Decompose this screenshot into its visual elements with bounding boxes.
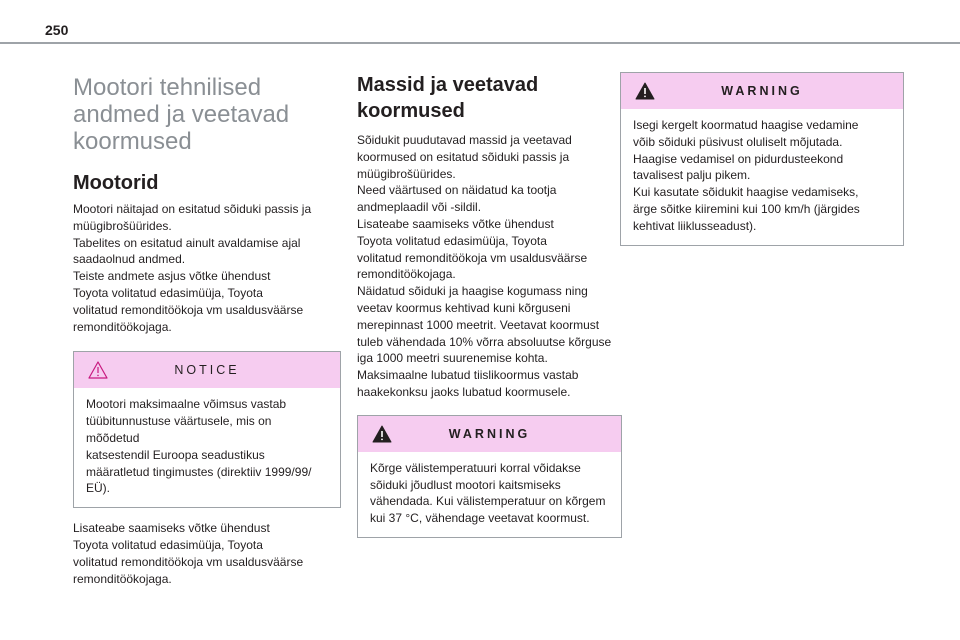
notice-header (74, 352, 340, 388)
warning-text-towing: Isegi kergelt koormatud haagise vedamine võib sõiduki püsivust oluliselt mõjutada. Haagise vedamisel on pidurdusteekond tavalisest palju pikem. Kui kasutate sõidukit haagise vedamiseks, ärge sõitke kiiremini kui 100 km/h (järgides kehtivat liiklusseadust). (633, 118, 860, 233)
engines-intro-text: Mootori näitajad on esitatud sõiduki passis ja müügibrošüürides. Tabelites on esitatud ainult avaldamise ajal saadaolnud andmed. Teiste andmete asjus võtke ühendust Toyota volitatud edasimüüja, Toyota volitatud remonditöökoja vm usaldusväärse remonditöökojaga. (73, 202, 312, 334)
notice-label: NOTICE (174, 363, 240, 378)
masses-body-text: Sõidukit puudutavad massid ja veetavad koormused on esitatud sõiduki passis ja müügibrošüürides. Need väärtused on näidatud ka tootja andmeplaadil või -sildil. Lisateabe saamiseks võtke ühendust Toyota volitatud edasimüüja, Toyota volitatud remonditöökoja vm usaldusväärse remonditöökojaga. Näidatud sõiduki ja haagise kogumass ning veetav koormus kehtivad kuni kõrguseni merepinnast 1000 meetrit. Veetavat koormust tuleb vähendada 10% võrra absoluutse kõrguse iga 1000 meetri suurenemise kohta. Maksimaalne lubatud tiislikoormus vastab haakekonksu jaoks lubatud koormusele. (357, 133, 612, 399)
warning-text-temperature: Kõrge välistemperatuuri korral võidakse sõiduki jõudlust mootori kaitsmiseks vähendada. Kui välistemperatuur on kõrgem kui 37 °C, vähendage veetavat koormust. (370, 460, 606, 526)
column-engines (61, 70, 339, 587)
engines-outro-text: Lisateabe saamiseks võtke ühendust Toyota volitatud edasimüüja, Toyota volitatud remonditöökoja vm usaldusväärse remonditöökojaga. (73, 521, 304, 586)
warning-header (621, 73, 903, 109)
notice-callout (73, 351, 341, 508)
warning-callout-towing (620, 72, 904, 246)
warning-label: WARNING (448, 426, 531, 441)
column-masses (355, 70, 620, 538)
notice-text: Mootori maksimaalne võimsus vastab tüübitunnustuse väärtusele, mis on mõõdetud katsestendil Euroopa seadustikus määratletud tingimustes (direktiiv 1999/99/ EÜ). (86, 397, 312, 496)
section-title-masses: Massid ja veetavad koormused (357, 74, 539, 122)
header-rule (0, 42, 960, 44)
chapter-title: Mootori tehnilised andmed ja veetavad koormused (73, 74, 290, 155)
column-towing-warning (618, 70, 902, 246)
section-title-engines: Mootorid (73, 172, 159, 194)
warning-header (358, 416, 621, 452)
warning-label: WARNING (721, 84, 803, 98)
warning-callout-temperature (357, 415, 622, 538)
page-number: 250 (45, 22, 69, 38)
